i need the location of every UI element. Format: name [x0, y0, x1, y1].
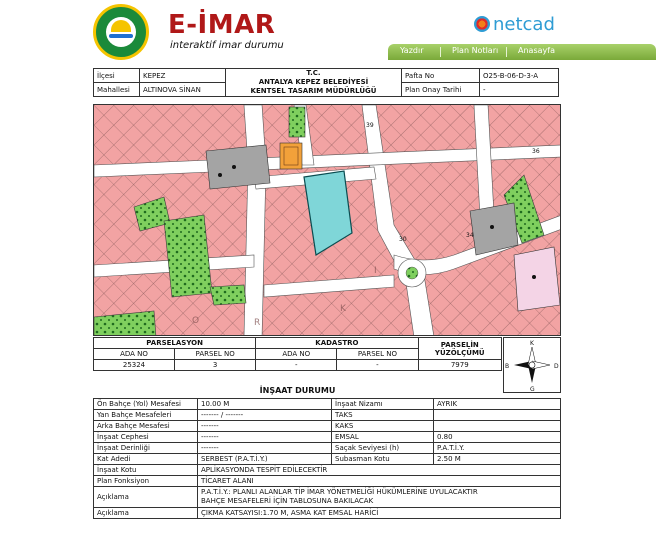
map-canvas[interactable]	[94, 105, 561, 336]
mahalle-value: ALTINOVA SİNAN	[140, 83, 226, 97]
plan-fonksiyon-label: Plan Fonksiyon	[94, 476, 198, 487]
parsel-no-header: PARSEL NO	[175, 349, 256, 360]
ilce-label: İlçesi	[94, 69, 140, 83]
kadastro-parsel-value: -	[337, 360, 418, 371]
plan-onay-label: Plan Onay Tarihi	[402, 83, 480, 97]
netcad-logo: netcad	[474, 14, 555, 35]
mahalle-label: Mahallesi	[94, 83, 140, 97]
plan-fonksiyon-value: TİCARET ALANI	[198, 476, 561, 487]
kaks-label: KAKS	[332, 421, 434, 432]
yuzolcumu-header: PARSELİN YÜZÖLÇÜMÜ	[418, 338, 501, 360]
app-title: E-İMAR	[168, 10, 276, 40]
plan-onay-value: -	[480, 83, 559, 97]
kaks-value	[434, 421, 561, 432]
kadastro-ada-no-header: ADA NO	[256, 349, 337, 360]
info-table	[93, 68, 559, 97]
ada-no-header: ADA NO	[94, 349, 175, 360]
derinlik-label: İnşaat Derinliği	[94, 443, 198, 454]
taks-value	[434, 410, 561, 421]
parselasyon-header: PARSELASYON	[94, 338, 256, 349]
institution-title: T.C. ANTALYA KEPEZ BELEDİYESİ KENTSEL TASARIM MÜDÜRLÜĞÜ	[226, 69, 402, 97]
subasman-label: Subasman Kotu	[332, 454, 434, 465]
insaat-kotu-value: APLİKASYONDA TESPİT EDİLECEKTİR	[198, 465, 561, 476]
compass-icon	[504, 338, 560, 392]
compass-s: G	[530, 386, 535, 392]
on-bahce-label: Ön Bahçe (Yol) Mesafesi	[94, 399, 198, 410]
yan-bahce-label: Yan Bahçe Mesafeleri	[94, 410, 198, 421]
top-nav	[388, 44, 656, 60]
on-bahce-value: 10.00 M	[198, 399, 332, 410]
kepez-logo	[93, 4, 149, 60]
insaat-nizami-value: AYRIK	[434, 399, 561, 410]
parcel-table	[93, 337, 502, 371]
header	[0, 0, 660, 64]
pafta-label: Pafta No	[402, 69, 480, 83]
nav-plan-notes[interactable]: Plan Notları	[452, 46, 499, 55]
map-letter-i: I	[374, 266, 377, 276]
map-label-30: 30	[399, 236, 407, 243]
arka-bahce-value: -------	[198, 421, 332, 432]
kadastro-ada-value: -	[256, 360, 337, 371]
construction-table	[93, 398, 561, 519]
insaat-title: İNŞAAT DURUMU	[259, 386, 336, 395]
sacak-value: P.A.T.İ.Y.	[434, 443, 561, 454]
compass-e: D	[554, 363, 559, 370]
derinlik-value: -------	[198, 443, 332, 454]
zoning-map[interactable]	[93, 104, 561, 336]
app-subtitle: interaktif imar durumu	[170, 40, 284, 51]
subasman-value: 2.50 M	[434, 454, 561, 465]
cephe-label: İnşaat Cephesi	[94, 432, 198, 443]
nav-print[interactable]: Yazdır	[400, 46, 424, 55]
map-letter-o: O	[192, 316, 200, 326]
compass-w: B	[505, 363, 510, 370]
kat-adedi-label: Kat Adedi	[94, 454, 198, 465]
aciklama-label-2: Açıklama	[94, 508, 198, 519]
kat-adedi-value: SERBEST (P.A.T.İ.Y.)	[198, 454, 332, 465]
netcad-icon	[474, 16, 490, 32]
map-label-34: 34	[466, 232, 474, 239]
yuzolcumu-value: 7979	[418, 360, 501, 371]
yan-bahce-value: ------- / -------	[198, 410, 332, 421]
taks-label: TAKS	[332, 410, 434, 421]
insaat-nizami-label: İnşaat Nizamı	[332, 399, 434, 410]
emsal-label: EMSAL	[332, 432, 434, 443]
compass-rose	[503, 337, 561, 393]
nav-home[interactable]: Anasayfa	[518, 46, 555, 55]
insaat-kotu-label: İnşaat Kotu	[94, 465, 198, 476]
arka-bahce-label: Arka Bahçe Mesafesi	[94, 421, 198, 432]
compass-n: K	[530, 340, 534, 347]
parsel-value: 3	[175, 360, 256, 371]
aciklama-label-1: Açıklama	[94, 487, 198, 508]
ada-value: 25324	[94, 360, 175, 371]
ilce-value: KEPEZ	[140, 69, 226, 83]
map-label-36: 36	[532, 148, 540, 155]
aciklama-value-2: ÇIKMA KATSAYISI:1.70 M, ASMA KAT EMSAL HARİCİ	[198, 508, 561, 519]
pafta-value: O25-B-06-D-3-A	[480, 69, 559, 83]
kadastro-header: KADASTRO	[256, 338, 418, 349]
emsal-value: 0.80	[434, 432, 561, 443]
map-letter-r: R	[254, 318, 261, 328]
aciklama-value-1: P.A.T.İ.Y.: PLANLI ALANLAR TİP İMAR YÖNETMELİĞİ HÜKÜMLERİNE UYULACAKTIR BAHÇE MESAFELERİ İÇİN TABLOSUNA BAKILACAK	[198, 487, 561, 508]
map-label-39: 39	[366, 122, 374, 129]
cephe-value: -------	[198, 432, 332, 443]
sacak-label: Saçak Seviyesi (h)	[332, 443, 434, 454]
kadastro-parsel-no-header: PARSEL NO	[337, 349, 418, 360]
map-letter-k: K	[340, 304, 346, 314]
